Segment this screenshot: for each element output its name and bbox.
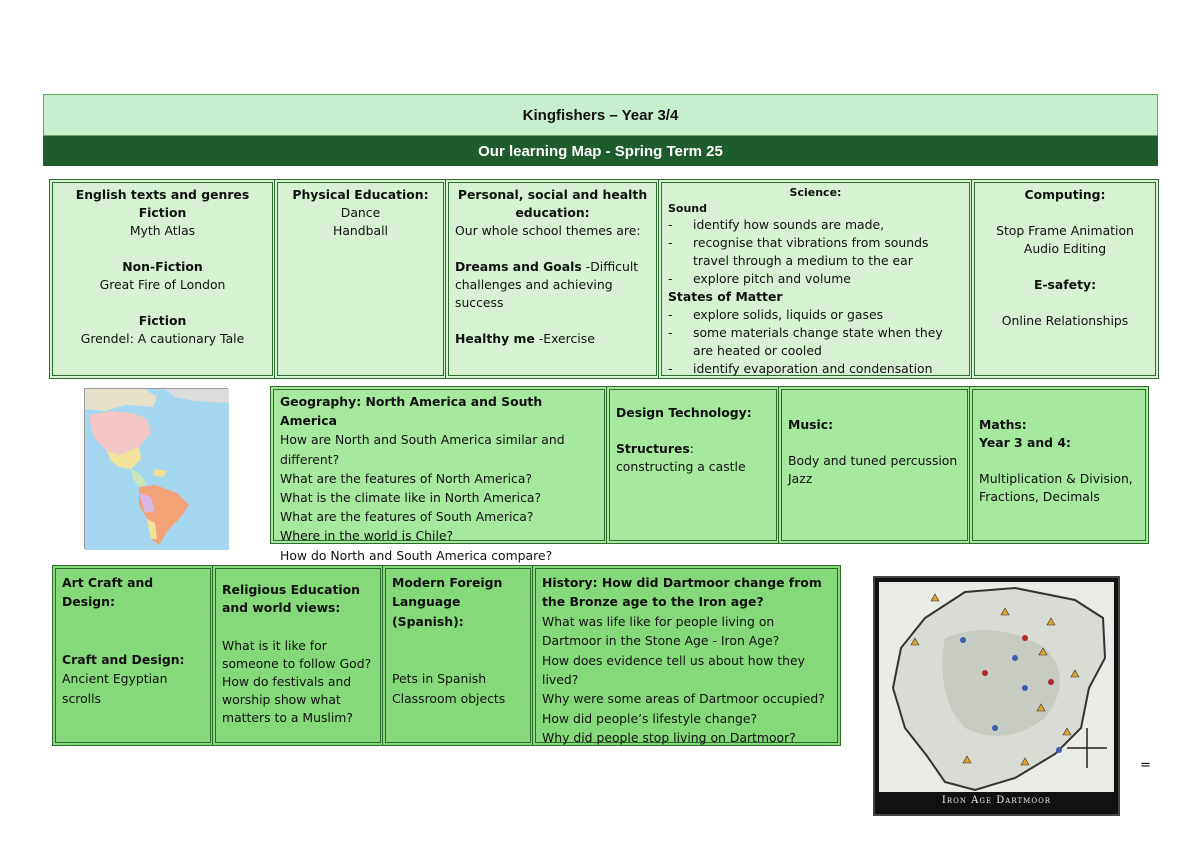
music-heading: Music:: [788, 417, 834, 432]
page-title: Kingfishers – Year 3/4: [43, 94, 1158, 136]
history-question: What was life like for people living on Dartmoor in the Stone Age - Iron Age?: [542, 613, 780, 649]
americas-map-image: [84, 388, 228, 549]
pe-item: Handball: [333, 223, 388, 238]
history-question: How does evidence tell us about how they lived?: [542, 652, 805, 688]
maths-cell: [969, 386, 1149, 544]
history-question: Why did people stop living on Dartmoor?: [542, 730, 796, 746]
geography-question: How do North and South America compare?: [280, 547, 553, 563]
science-heading: Science:: [789, 186, 842, 199]
geography-question: What are the features of South America?: [280, 509, 534, 525]
design-technology-cell: [606, 386, 780, 544]
pshe-theme2-text: -Exercise: [534, 331, 595, 346]
re-heading: Religious Education and world views:: [222, 582, 360, 615]
science-matter-label: States of Matter: [668, 289, 783, 304]
english-nonfiction-label: Non-Fiction: [122, 259, 203, 274]
computing-item: Audio Editing: [1023, 241, 1107, 256]
english-fiction-text: Myth Atlas: [129, 223, 196, 238]
maths-heading: Maths:: [979, 417, 1027, 432]
pshe-intro: Our whole school themes are:: [455, 223, 641, 238]
pe-cell: [274, 179, 447, 379]
science-sound-item: - identify how sounds are made,: [668, 216, 963, 234]
science-sound-item: - explore pitch and volume: [668, 270, 963, 288]
stray-mark: =: [1140, 758, 1151, 773]
mfl-item: Classroom objects: [392, 690, 506, 706]
pshe-theme1-label: Dreams and Goals: [455, 259, 582, 274]
science-sound-item: - recognise that vibrations from sounds travel through a medium to the ear: [668, 234, 963, 270]
english-heading: English texts and genres: [75, 187, 250, 202]
english-cell: [49, 179, 276, 379]
pshe-theme1: [455, 258, 650, 312]
geography-cell: [270, 386, 608, 563]
music-line: Body and tuned percussion: [788, 453, 958, 468]
geography-question: How are North and South America similar and different?: [280, 432, 565, 467]
esafety-heading: E-safety:: [1033, 277, 1097, 292]
history-question: Why were some areas of Dartmoor occupied?: [542, 691, 825, 707]
computing-item: Stop Frame Animation: [996, 223, 1134, 238]
re-cell: [212, 565, 384, 746]
pe-item: Dance: [340, 205, 381, 220]
mfl-item: Pets in Spanish: [392, 671, 487, 687]
computing-heading: Computing:: [1024, 187, 1106, 202]
dt-text: [616, 440, 770, 476]
art-text: Ancient Egyptian scrolls: [62, 671, 168, 706]
english-fiction2-label: Fiction: [138, 313, 187, 328]
history-heading: History: How did Dartmoor change from the Bronze age to the Iron age?: [542, 575, 822, 610]
map-caption: Iron Age Dartmoor: [941, 795, 1052, 806]
maths-text: Multiplication & Division, Fractions, Decimals: [979, 471, 1133, 504]
pshe-theme2: [455, 330, 650, 348]
page-subtitle: Our learning Map - Spring Term 25: [43, 136, 1158, 166]
pe-heading: Physical Education:: [292, 187, 429, 202]
geography-heading-rest: : North America and South America: [280, 394, 543, 429]
science-matter-item: - some materials change state when they are heated or cooled: [668, 324, 963, 360]
science-matter-item: - explore solids, liquids or gases: [668, 306, 963, 324]
science-sound-label: Sound: [668, 202, 708, 215]
geography-question: Where in the world is Chile?: [280, 528, 454, 544]
art-cell: [52, 565, 214, 746]
science-cell: [658, 179, 973, 379]
geography-question: What are the features of North America?: [280, 470, 533, 486]
history-cell: [532, 565, 841, 746]
dt-detail: : constructing a castle: [616, 441, 746, 474]
pshe-theme2-label: Healthy me: [455, 331, 535, 346]
dt-label: Structures: [616, 441, 690, 456]
pshe-cell: [445, 179, 660, 379]
art-sub: Craft and Design:: [62, 651, 185, 667]
geography-question: What is the climate like in North America?: [280, 490, 542, 506]
mfl-heading: Modern Foreign Language (Spanish):: [392, 575, 503, 629]
re-text1: What is it like for someone to follow God?: [222, 638, 372, 671]
music-line: Jazz: [788, 471, 813, 486]
mfl-cell: [382, 565, 534, 746]
maths-year: Year 3 and 4:: [979, 435, 1071, 450]
geography-heading-label: Geography: [280, 394, 357, 409]
science-matter-item: - identify evaporation and condensation: [668, 360, 963, 378]
pshe-heading: Personal, social and health education:: [457, 187, 648, 220]
music-cell: [778, 386, 971, 544]
dartmoor-map-image: [873, 576, 1120, 816]
re-text2: How do festivals and worship show what matters to a Muslim?: [222, 674, 353, 725]
art-heading: Art Craft and Design:: [62, 575, 154, 610]
english-fiction-label: Fiction: [138, 205, 187, 220]
dartmoor-map-svg: [875, 578, 1118, 814]
history-question: How did people’s lifestyle change?: [542, 710, 758, 726]
esafety-text: Online Relationships: [1001, 313, 1129, 328]
english-nonfiction-text: Great Fire of London: [99, 277, 226, 292]
dt-heading: Design Technology:: [616, 405, 752, 420]
geography-heading: [280, 392, 598, 430]
english-fiction2-text: Grendel: A cautionary Tale: [80, 331, 245, 346]
pshe-theme1-text: -Difficult challenges and achieving success: [455, 259, 639, 310]
computing-cell: [971, 179, 1159, 379]
americas-map-svg: [85, 389, 229, 550]
